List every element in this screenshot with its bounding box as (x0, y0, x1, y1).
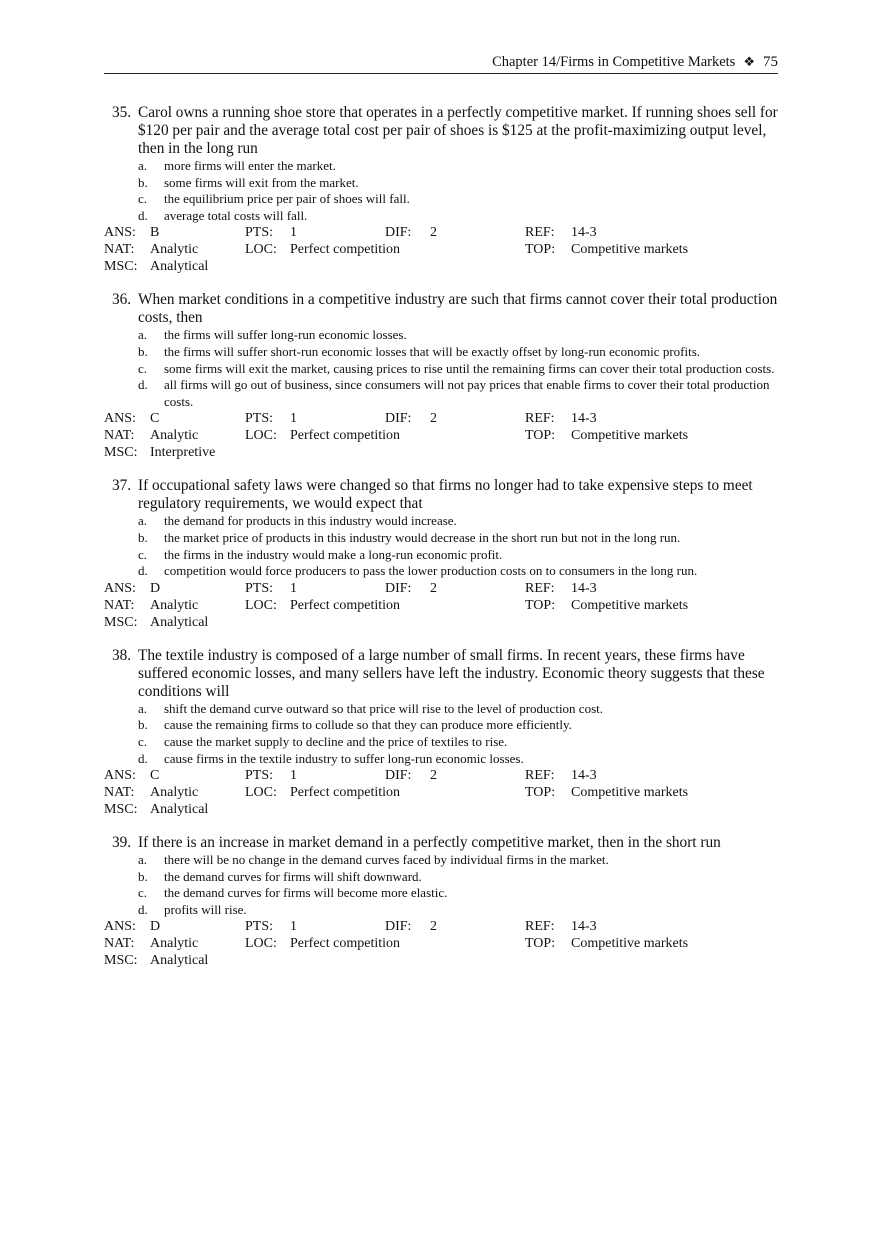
loc-value: Perfect competition (290, 242, 401, 258)
option-a (104, 513, 778, 530)
loc-value: Perfect competition (290, 597, 401, 613)
option-text: average total costs will fall. (164, 207, 308, 223)
loc-label: LOC: (245, 936, 277, 952)
top-label: TOP: (525, 242, 556, 258)
msc-label: MSC: (104, 614, 138, 630)
dif-value: 2 (430, 580, 437, 596)
option-text: the demand curves for firms will shift downward. (164, 868, 422, 884)
page-number: 75 (763, 54, 778, 70)
loc-value: Perfect competition (290, 428, 401, 444)
nat-value: Analytic (150, 936, 199, 952)
meta-row-msc (104, 258, 778, 275)
option-a (104, 327, 778, 344)
top-label: TOP: (525, 936, 556, 952)
header-rule (104, 73, 778, 74)
option-b (104, 344, 778, 361)
option-text: there will be no change in the demand curves faced by individual firms in the market. (164, 852, 609, 868)
question-stem (104, 834, 778, 852)
top-value: Competitive markets (571, 242, 689, 258)
dif-label: DIF: (385, 919, 412, 935)
top-label: TOP: (525, 428, 556, 444)
meta-row-msc (104, 801, 778, 818)
answer-metadata (104, 580, 778, 631)
option-b (104, 530, 778, 547)
meta-row-answer (104, 918, 778, 935)
dif-label: DIF: (385, 411, 412, 427)
ans-label: ANS: (104, 768, 136, 784)
option-text: the demand for products in this industry would increase. (164, 513, 457, 529)
option-letter: b. (138, 868, 148, 884)
question-item (104, 647, 778, 818)
answer-metadata (104, 918, 778, 969)
answer-options (104, 701, 778, 767)
meta-row-nat (104, 427, 778, 444)
top-value: Competitive markets (571, 936, 689, 952)
option-c (104, 547, 778, 564)
nat-label: NAT: (104, 597, 135, 613)
ans-label: ANS: (104, 580, 136, 596)
option-c (104, 734, 778, 751)
msc-value: Analytical (150, 802, 209, 818)
option-text: more firms will enter the market. (164, 158, 336, 173)
question-stem (104, 104, 778, 158)
top-value: Competitive markets (571, 597, 689, 613)
option-b (104, 717, 778, 734)
ans-label: ANS: (104, 225, 136, 241)
msc-label: MSC: (104, 953, 138, 969)
msc-value: Interpretive (150, 445, 216, 461)
pts-label: PTS: (245, 580, 274, 596)
loc-value: Perfect competition (290, 936, 401, 952)
option-letter: a. (138, 158, 148, 173)
meta-row-nat (104, 241, 778, 258)
option-a (104, 701, 778, 718)
option-d (104, 377, 778, 410)
question-item (104, 834, 778, 969)
option-letter: d. (138, 750, 148, 766)
question-text: The textile industry is composed of a large number of small firms. In recent years, these firms have suffered economic losses, and many sellers have left the industry. Economic theory suggests that these conditions will (138, 646, 765, 700)
top-value: Competitive markets (571, 785, 689, 801)
ans-value: B (150, 225, 160, 241)
option-d (104, 751, 778, 768)
pts-label: PTS: (245, 768, 274, 784)
loc-label: LOC: (245, 428, 277, 444)
ref-value: 14-3 (571, 411, 597, 427)
option-letter: a. (138, 700, 148, 716)
option-c (104, 191, 778, 208)
option-c (104, 361, 778, 378)
msc-value: Analytical (150, 953, 209, 969)
question-number: 38. (112, 646, 132, 664)
loc-value: Perfect competition (290, 785, 401, 801)
msc-label: MSC: (104, 802, 138, 818)
pts-value: 1 (290, 225, 297, 241)
question-item (104, 291, 778, 461)
question-text: If there is an increase in market demand in a perfectly competitive market, then in the short run (138, 834, 721, 852)
option-text: the demand curves for firms will become more elastic. (164, 885, 448, 901)
dif-label: DIF: (385, 768, 412, 784)
meta-row-msc (104, 614, 778, 631)
nat-value: Analytic (150, 785, 199, 801)
chapter-title: Chapter 14/Firms in Competitive Markets (492, 54, 736, 70)
loc-label: LOC: (245, 597, 277, 613)
question-stem (104, 477, 778, 513)
dif-value: 2 (430, 768, 437, 784)
nat-label: NAT: (104, 242, 135, 258)
option-letter: c. (138, 885, 148, 901)
question-number: 36. (112, 291, 132, 309)
msc-value: Analytical (150, 614, 209, 630)
option-text: some firms will exit the market, causing prices to rise until the remaining firms can cover their total production costs. (164, 360, 775, 376)
option-letter: d. (138, 563, 148, 579)
option-d (104, 563, 778, 580)
ans-label: ANS: (104, 411, 136, 427)
option-text: profits will rise. (164, 901, 247, 917)
meta-row-answer (104, 224, 778, 241)
question-item (104, 477, 778, 630)
answer-options (104, 327, 778, 410)
loc-label: LOC: (245, 785, 277, 801)
ref-value: 14-3 (571, 768, 597, 784)
loc-label: LOC: (245, 242, 277, 258)
answer-metadata (104, 410, 778, 461)
dif-value: 2 (430, 225, 437, 241)
option-text: cause the remaining firms to collude so that they can produce more efficiently. (164, 717, 572, 733)
ref-label: REF: (525, 411, 555, 427)
question-list (104, 104, 778, 985)
nat-label: NAT: (104, 785, 135, 801)
meta-row-nat (104, 935, 778, 952)
option-d (104, 902, 778, 919)
option-text: the firms will suffer short-run economic losses that will be exactly offset by long-run economic profits. (164, 343, 701, 359)
answer-metadata (104, 767, 778, 818)
answer-metadata (104, 224, 778, 275)
option-letter: d. (138, 377, 148, 393)
nat-value: Analytic (150, 242, 199, 258)
ref-label: REF: (525, 919, 555, 935)
option-text: the firms in the industry would make a long-run economic profit. (164, 546, 503, 562)
top-label: TOP: (525, 785, 556, 801)
ref-label: REF: (525, 768, 555, 784)
nat-label: NAT: (104, 428, 135, 444)
msc-label: MSC: (104, 259, 138, 275)
option-text: competition would force producers to pass the lower production costs on to consumers in the long run. (164, 563, 698, 579)
option-letter: b. (138, 343, 148, 359)
top-value: Competitive markets (571, 428, 689, 444)
option-text: the equilibrium price per pair of shoes will fall. (164, 191, 410, 207)
ans-value: C (150, 768, 160, 784)
meta-row-answer (104, 410, 778, 427)
question-number: 35. (112, 104, 132, 121)
option-text: cause firms in the textile industry to suffer long-run economic losses. (164, 750, 524, 766)
option-text: all firms will go out of business, since consumers will not pay prices that enable firms to cover their total production costs. (164, 377, 770, 409)
ans-label: ANS: (104, 919, 136, 935)
option-letter: d. (138, 207, 148, 223)
question-text: Carol owns a running shoe store that operates in a perfectly competitive market. If running shoes sell for $120 per pair and the average total cost per pair of shoes is $125 at the profit-maximizing output level, then in the long run (138, 104, 778, 157)
meta-row-answer (104, 580, 778, 597)
ref-value: 14-3 (571, 225, 597, 241)
ans-value: D (150, 580, 161, 596)
question-stem (104, 291, 778, 327)
nat-value: Analytic (150, 428, 199, 444)
option-d (104, 208, 778, 225)
pts-label: PTS: (245, 225, 274, 241)
dif-label: DIF: (385, 580, 412, 596)
question-item (104, 104, 778, 275)
pts-value: 1 (290, 768, 297, 784)
meta-row-msc (104, 952, 778, 969)
page-header (104, 52, 778, 73)
option-c (104, 885, 778, 902)
dif-label: DIF: (385, 225, 412, 241)
option-a (104, 158, 778, 175)
dif-value: 2 (430, 919, 437, 935)
option-text: the firms will suffer long-run economic losses. (164, 327, 407, 343)
pts-value: 1 (290, 580, 297, 596)
nat-label: NAT: (104, 936, 135, 952)
ref-label: REF: (525, 225, 555, 241)
answer-options (104, 852, 778, 918)
ans-value: D (150, 919, 161, 935)
option-letter: c. (138, 360, 148, 376)
ref-value: 14-3 (571, 580, 597, 596)
option-letter: b. (138, 717, 148, 733)
question-text: When market conditions in a competitive industry are such that firms cannot cover their total production costs, then (138, 291, 778, 327)
option-text: the market price of products in this industry would decrease in the short run but not in the long run. (164, 529, 681, 545)
option-letter: a. (138, 852, 148, 868)
question-text: If occupational safety laws were changed so that firms no longer had to take expensive steps to meet regulatory requirements, we would expect that (138, 477, 753, 513)
msc-label: MSC: (104, 445, 138, 461)
pts-value: 1 (290, 411, 297, 427)
option-letter: b. (138, 174, 148, 190)
top-label: TOP: (525, 597, 556, 613)
pts-value: 1 (290, 919, 297, 935)
pts-label: PTS: (245, 411, 274, 427)
meta-row-answer (104, 767, 778, 784)
meta-row-nat (104, 784, 778, 801)
ans-value: C (150, 411, 160, 427)
msc-value: Analytical (150, 259, 209, 275)
option-text: shift the demand curve outward so that price will rise to the level of production cost. (164, 700, 603, 716)
option-letter: a. (138, 327, 148, 343)
option-a (104, 852, 778, 869)
ref-value: 14-3 (571, 919, 597, 935)
option-letter: c. (138, 733, 148, 749)
option-text: cause the market supply to decline and the price of textiles to rise. (164, 733, 508, 749)
pts-label: PTS: (245, 919, 274, 935)
answer-options (104, 513, 778, 579)
option-b (104, 175, 778, 192)
option-letter: a. (138, 513, 148, 529)
option-letter: c. (138, 191, 148, 207)
dif-value: 2 (430, 411, 437, 427)
option-b (104, 869, 778, 886)
option-letter: c. (138, 546, 148, 562)
option-text: some firms will exit from the market. (164, 174, 359, 190)
question-number: 39. (112, 834, 132, 852)
question-stem (104, 647, 778, 701)
ref-label: REF: (525, 580, 555, 596)
answer-options (104, 158, 778, 224)
diamond-ornament-icon: ❖ (743, 55, 755, 70)
meta-row-nat (104, 597, 778, 614)
question-number: 37. (112, 477, 132, 495)
option-letter: b. (138, 529, 148, 545)
nat-value: Analytic (150, 597, 199, 613)
option-letter: d. (138, 901, 148, 917)
meta-row-msc (104, 444, 778, 461)
